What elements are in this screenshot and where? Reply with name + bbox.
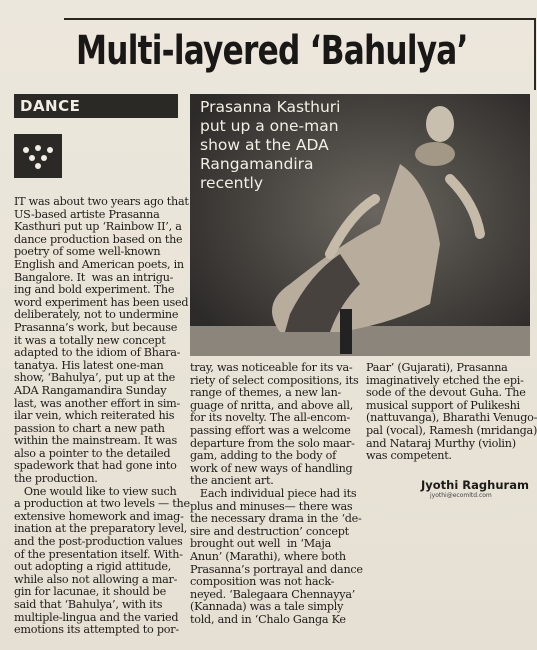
article-line: gam, adding to the body of <box>190 449 337 463</box>
article-line: tanatya. His latest one-man <box>14 358 164 372</box>
article-line: word experiment has been used <box>14 295 189 309</box>
article-line: within the mainstream. It was <box>14 434 177 448</box>
article-line: departure from the solo maar- <box>190 436 355 450</box>
photo-caption: Prasanna Kasthuri put up a one-man show at the ADA Rangamandira recently <box>200 98 341 192</box>
article-line: One would like to view such <box>14 484 177 498</box>
article-line: musical support of Pulikeshi <box>366 398 520 412</box>
article-line: plus and minuses— there was <box>190 499 353 513</box>
article-line: of the presentation itself. With- <box>14 547 183 561</box>
article-line: tray, was noticeable for its va- <box>190 361 353 374</box>
article-line: US-based artiste Prasanna <box>14 207 160 221</box>
article-line: range of themes, a new lan- <box>190 386 342 400</box>
article-line: riety of select compositions, its <box>190 373 359 387</box>
article-line: Kasthuri put up ‘Rainbow II’, a <box>14 220 182 234</box>
article-line: Anun’ (Marathi), where both <box>190 549 346 563</box>
article-line: the production. <box>14 472 98 486</box>
article-line: neyed. ‘Balegaara Chennayya’ <box>190 587 356 601</box>
article-line: English and American poets, in <box>14 257 184 271</box>
article-line: show, ‘Bahulya’, put up at the <box>14 371 176 385</box>
article-line: composition was not hack- <box>190 575 335 589</box>
article-column-3 <box>366 362 536 463</box>
article-line: sode of the devout Guha. The <box>366 386 526 400</box>
article-line: emotions its attempted to por- <box>14 623 179 637</box>
headline: Multi-layered ‘Bahulya’ <box>76 28 468 74</box>
article-line: the necessary drama in the ‘de- <box>190 512 362 526</box>
article-line: it was a totally new concept <box>14 333 166 347</box>
article-line: work of new ways of handling <box>190 461 353 475</box>
dance-section-logo-icon <box>14 134 62 178</box>
byline: Jyothi Raghuram <box>421 478 529 492</box>
article-line: and Nataraj Murthy (violin) <box>366 436 516 450</box>
article-line: a production at two levels — the <box>14 497 190 511</box>
article-line: brought out well in ‘Maja <box>190 537 331 551</box>
article-line: also a pointer to the detailed <box>14 446 171 460</box>
article-line: and the post-production values <box>14 535 183 549</box>
article-line: poetry of some well-known <box>14 245 161 259</box>
article-line: gin for lacunae, it should be <box>14 585 166 599</box>
article-line: out adopting a rigid attitude, <box>14 560 172 574</box>
article-line: passion to chart a new path <box>14 421 165 435</box>
article-line: guage of nritta, and above all, <box>190 398 354 412</box>
article-line: last, was another effort in sim- <box>14 396 181 410</box>
article-line: was competent. <box>366 449 452 463</box>
article-line: ADA Rangamandira Sunday <box>14 383 167 397</box>
article-line: sire and destruction’ concept <box>190 524 349 538</box>
article-line: (Kannada) was a tale simply <box>190 600 344 614</box>
article-line: Prasanna’s portrayal and dance <box>190 562 363 576</box>
article-line: said that ‘Bahulya’, with its <box>14 598 163 611</box>
article-line: for its novelty. The all-encom- <box>190 411 350 425</box>
article-line: pal (vocal), Ramesh (mridanga) <box>366 423 537 437</box>
byline-email: jyothi@ecomltd.com <box>430 492 492 499</box>
article-line: Bangalore. It was an intrigu- <box>14 270 174 284</box>
article-line: Prasanna’s work, but because <box>14 320 178 334</box>
article-line: adapted to the idiom of Bhara- <box>14 346 181 360</box>
article-line: deliberately, not to undermine <box>14 308 179 322</box>
article-line: multiple-lingua and the varied <box>14 610 179 624</box>
article-line: Each individual piece had its <box>190 486 357 500</box>
article-line: told, and in ‘Chalo Ganga Ke <box>190 612 346 626</box>
article-line: ing and bold experiment. The <box>14 283 175 297</box>
article-line: the ancient art. <box>190 474 274 488</box>
article-line: (nattuvanga), Bharathi Venugo- <box>366 411 537 425</box>
article-column-2 <box>190 361 363 626</box>
article-line: imaginatively etched the epi- <box>366 373 524 387</box>
article-line: extensive homework and imag- <box>14 509 184 523</box>
article-line: ilar vein, which reiterated his <box>14 409 175 423</box>
article-line: spadework that had gone into <box>14 459 177 473</box>
article-line: Paar’ (Gujarati), Prasanna <box>366 361 508 374</box>
section-label: DANCE <box>14 94 178 118</box>
article-line: ination at the preparatory level, <box>14 522 188 536</box>
article-column-1 <box>14 195 190 637</box>
article-line: IT was about two years ago that <box>14 195 189 208</box>
article-line: dance production based on the <box>14 232 183 246</box>
article-line: passing effort was a welcome <box>190 423 351 437</box>
article-line: while also not allowing a mar- <box>14 572 178 586</box>
